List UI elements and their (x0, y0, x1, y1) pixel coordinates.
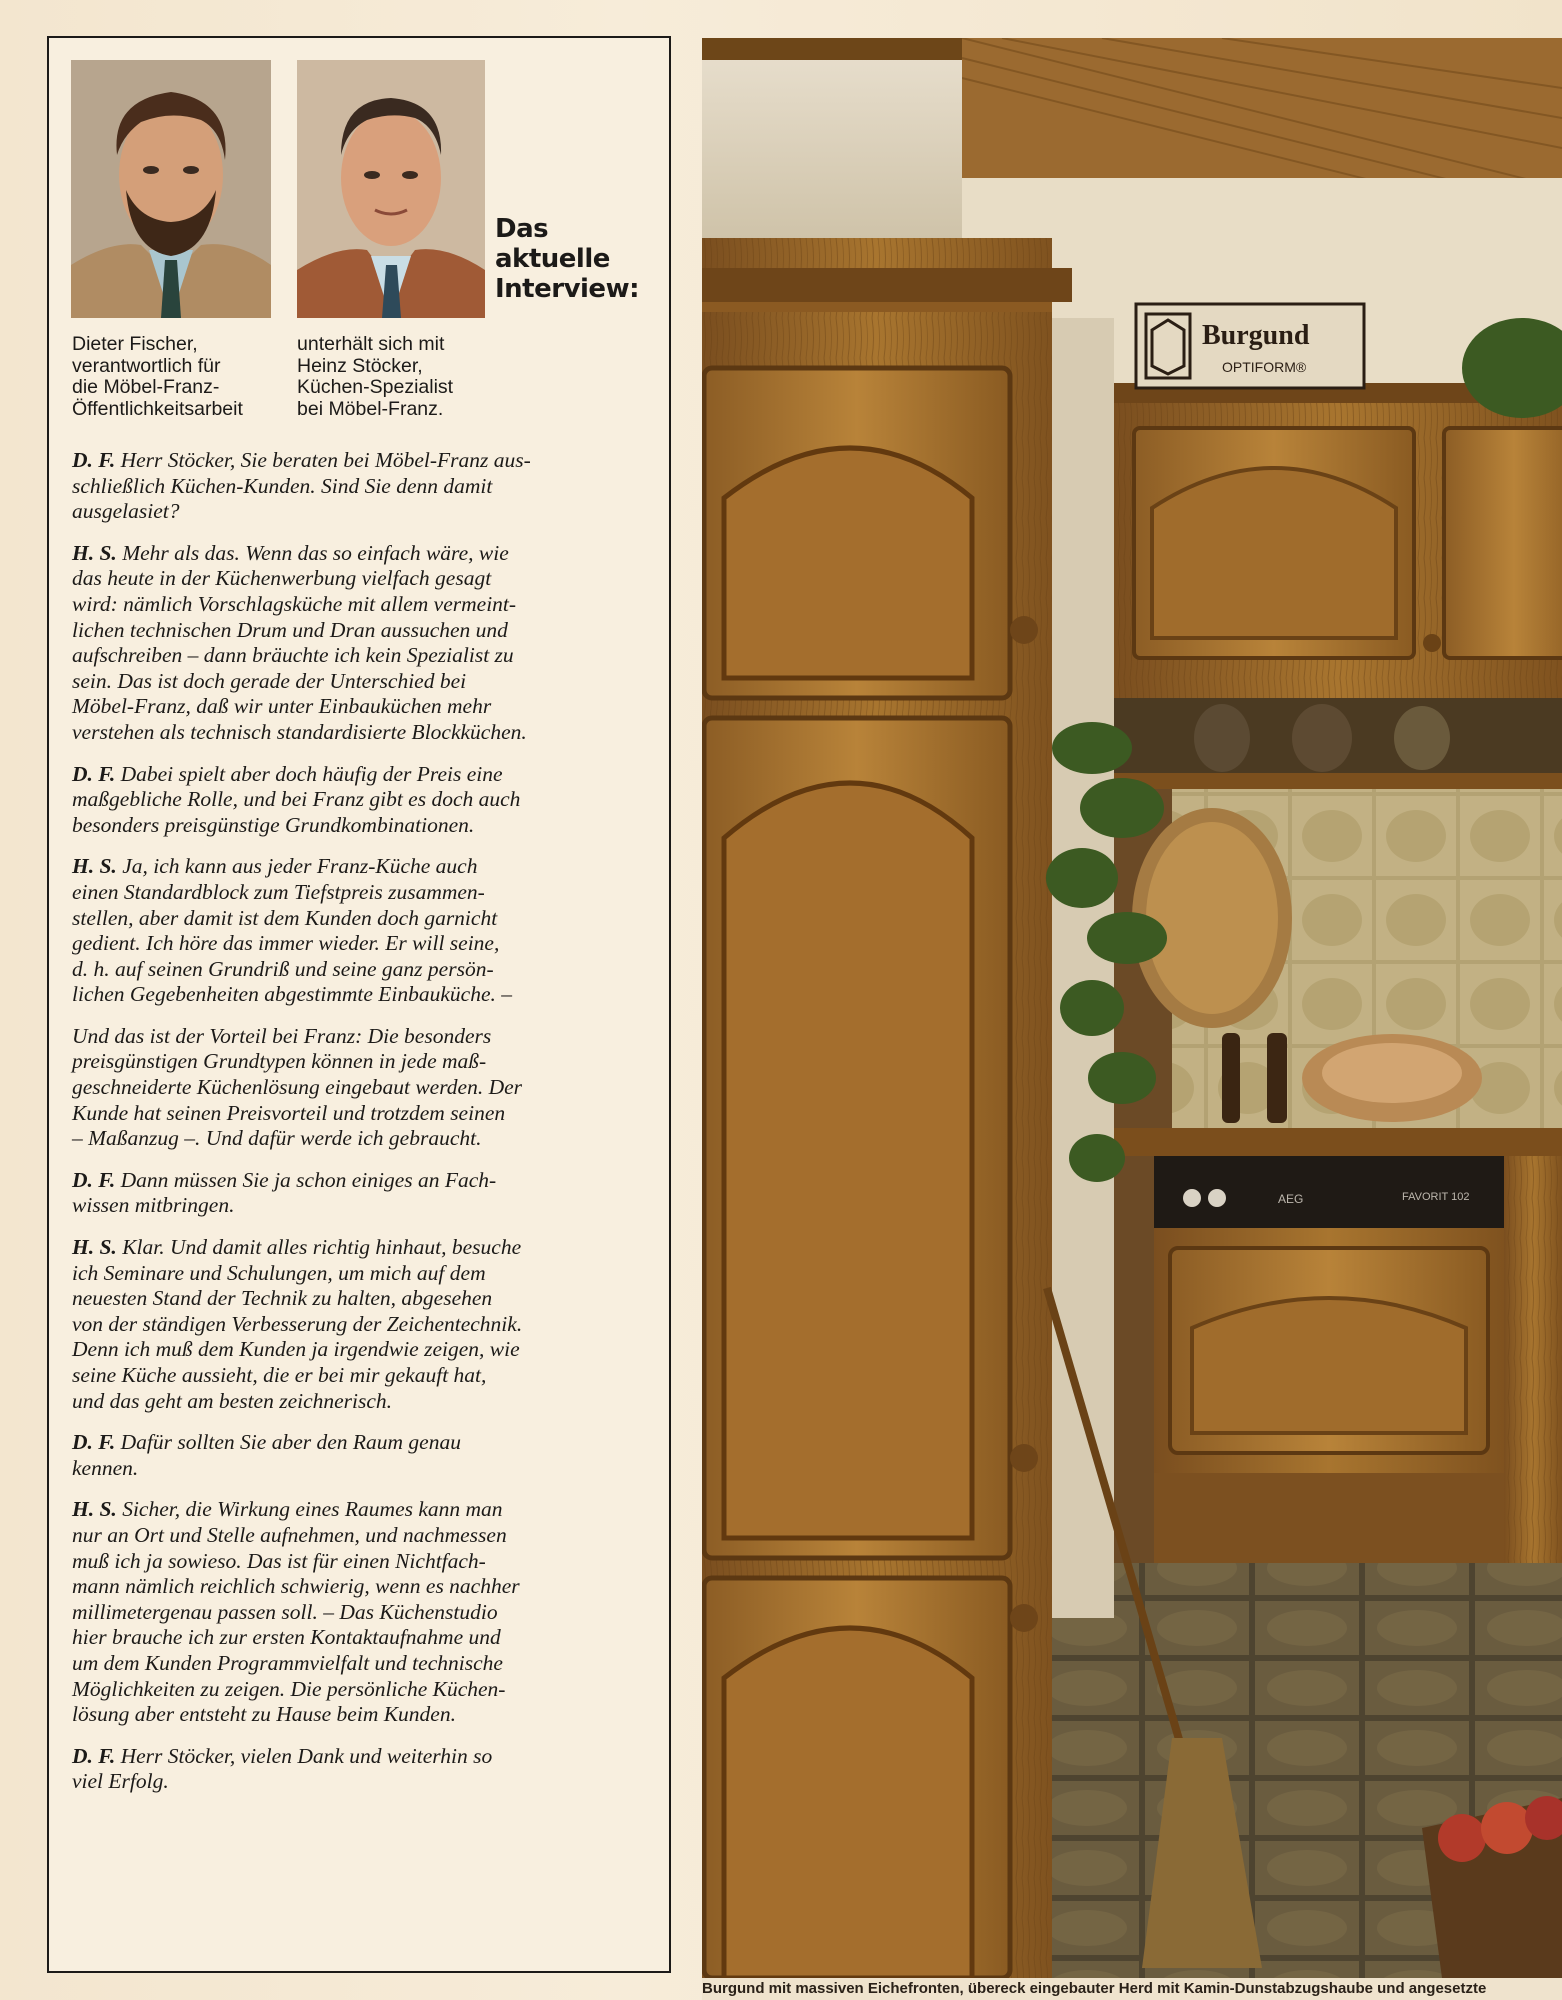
interview-line (72, 669, 662, 695)
interview-paragraph (72, 1430, 662, 1481)
interview-line (72, 1456, 662, 1482)
interview-line (72, 474, 662, 500)
headline-line: aktuelle (495, 244, 610, 274)
interview-line-text: Herr Stöcker, vielen Dank und weiterhin so (120, 1743, 493, 1768)
interview-line-text: Herr Stöcker, Sie beraten bei Möbel-Franz aus- (120, 448, 531, 472)
interview-line (72, 1261, 662, 1287)
interview-line-text: Klar. Und damit alles richtig hinhaut, besuche (122, 1235, 522, 1260)
interview-paragraph (72, 1744, 662, 1795)
headline-line: Das (495, 214, 549, 244)
interview-line-text: nur an Ort und Stelle aufnehmen, und nachmessen (72, 1522, 507, 1547)
interview-line-text: Mehr als das. Wenn das so einfach wäre, wie (122, 540, 509, 565)
interview-line-text: viel Erfolg. (72, 1769, 169, 1794)
interview-line (72, 694, 662, 720)
caption-heinz-stoecker (297, 334, 453, 420)
interview-line (72, 1024, 662, 1050)
interview-line-text: Dann müssen Sie ja schon einiges an Fach- (120, 1167, 497, 1192)
speaker-initials: D. F. (72, 1430, 116, 1455)
interview-line-text: sein. Das ist doch gerade der Unterschied bei (72, 668, 467, 693)
interview-line (72, 1523, 662, 1549)
oven-brand-label: AEG (1278, 1192, 1304, 1206)
caption-line: bei Möbel-Franz. (297, 397, 444, 420)
interview-paragraph (72, 541, 662, 746)
interview-line-text: einen Standardblock zum Tiefstpreis zusammen- (72, 879, 485, 904)
interview-line-text: maßgebliche Rolle, und bei Franz gibt es doch auch (72, 787, 521, 812)
interview-line-text: von der ständigen Verbesserung der Zeichentechnik. (72, 1311, 523, 1336)
caption-line: Heinz Stöcker, (297, 354, 423, 377)
interview-line-text: stellen, aber damit ist dem Kunden doch garnicht (72, 905, 498, 930)
interview-line (72, 1286, 662, 1312)
kitchen-photo (702, 38, 1562, 1978)
portrait-heinz-stoecker (297, 60, 485, 318)
interview-line-text: Ja, ich kann aus jeder Franz-Küche auch (122, 854, 478, 879)
interview-line-text: Sicher, die Wirkung eines Raumes kann man (122, 1497, 503, 1522)
speaker-initials: D. F. (72, 1743, 116, 1768)
interview-line-text: hier brauche ich zur ersten Kontaktaufnahme und (72, 1625, 501, 1650)
interview-line (72, 1549, 662, 1575)
interview-line-text: ich Seminare und Schulungen, um mich auf dem (72, 1260, 486, 1285)
interview-headline (495, 214, 665, 304)
interview-line-text: d. h. auf seinen Grundriß und seine ganz persön- (72, 956, 494, 981)
interview-line (72, 448, 662, 474)
speaker-initials: D. F. (72, 761, 116, 786)
interview-line-text: lichen technischen Drum und Dran aussuchen und (72, 617, 508, 642)
logo-brand-text: Burgund (1202, 320, 1310, 351)
burgund-optiform-logo (1136, 304, 1364, 388)
interview-paragraph (72, 448, 662, 525)
interview-line-text: Möglichkeiten zu zeigen. Die persönliche Küchen- (72, 1676, 506, 1701)
interview-line (72, 566, 662, 592)
portrait-dieter-fischer (71, 60, 271, 318)
speaker-initials: D. F. (72, 1167, 116, 1192)
interview-line-text: wird: nämlich Vorschlagsküche mit allem vermeint- (72, 591, 517, 616)
interview-line (72, 720, 662, 746)
interview-paragraph (72, 1168, 662, 1219)
interview-line (72, 957, 662, 983)
interview-paragraph (72, 1497, 662, 1727)
interview-line-text: Kunde hat seinen Preisvorteil und trotzdem seinen (72, 1100, 506, 1125)
interview-line-text: gedient. Ich höre das immer wieder. Er will seine, (72, 931, 500, 956)
interview-line (72, 1651, 662, 1677)
interview-paragraph (72, 762, 662, 839)
interview-paragraph (72, 1024, 662, 1152)
interview-line (72, 592, 662, 618)
oven-model-label: FAVORIT 102 (1402, 1191, 1470, 1203)
interview-line-text: seine Küche aussieht, die er bei mir gekauft hat, (72, 1363, 487, 1387)
interview-line (72, 643, 662, 669)
interview-line (72, 762, 662, 788)
interview-line-text: neuesten Stand der Technik zu halten, abgesehen (72, 1286, 493, 1311)
interview-line-text: mann nämlich reichlich schwierig, wenn es nachher (72, 1574, 520, 1599)
interview-line-text: lösung aber entsteht zu Hause beim Kunden. (72, 1702, 456, 1727)
interview-line (72, 1337, 662, 1363)
interview-line (72, 906, 662, 932)
interview-box (47, 36, 671, 1973)
headline-line: Interview: (495, 274, 639, 304)
interview-line (72, 1389, 662, 1415)
interview-line-text: preisgünstigen Grundtypen können in jede maß- (72, 1049, 487, 1074)
interview-line-text: millimetergenau passen soll. – Das Küchenstudio (72, 1599, 498, 1624)
interview-line-text: lichen Gegebenheiten abgestimmte Einbauküche. – (72, 982, 513, 1007)
interview-line (72, 854, 662, 880)
interview-line-text: Dabei spielt aber doch häufig der Preis eine (120, 761, 503, 786)
interview-line-text: Möbel-Franz, daß wir unter Einbauküchen mehr (72, 694, 492, 719)
caption-line: die Möbel-Franz- (72, 376, 220, 398)
interview-line (72, 1574, 662, 1600)
interview-line (72, 541, 662, 567)
caption-line: Öffentlichkeitsarbeit (72, 397, 243, 420)
interview-line (72, 499, 662, 525)
speaker-initials: H. S. (72, 540, 117, 565)
caption-line: unterhält sich mit (297, 333, 445, 355)
interview-line-text: ausgelasiet? (72, 499, 180, 524)
interview-paragraph (72, 854, 662, 1008)
interview-line-text: und das geht am besten zeichnerisch. (72, 1388, 393, 1413)
interview-line (72, 1600, 662, 1626)
interview-line (72, 1126, 662, 1152)
interview-line-text: kennen. (72, 1455, 139, 1480)
interview-line (72, 1193, 662, 1219)
interview-line-text: – Maßanzug –. Und dafür werde ich gebraucht. (72, 1126, 482, 1151)
interview-line (72, 618, 662, 644)
interview-line-text: das heute in der Küchenwerbung vielfach gesagt (72, 566, 492, 591)
interview-line-text: Denn ich muß dem Kunden ja irgendwie zeigen, wie (72, 1337, 520, 1362)
interview-line (72, 1235, 662, 1261)
interview-line-text: verstehen als technisch standardisierte Blockküchen. (72, 719, 527, 744)
interview-line-text: geschneiderte Küchenlösung eingebaut werden. Der (72, 1075, 522, 1100)
speaker-initials: H. S. (72, 854, 117, 879)
caption-line: Küchen-Spezialist (297, 376, 454, 398)
interview-line (72, 1075, 662, 1101)
interview-line (72, 931, 662, 957)
speaker-initials: D. F. (72, 448, 116, 472)
photo-caption: Burgund mit massiven Eichefronten, übereck eingebauter Herd mit Kamin-Dunstabzugshaube und angesetzte (702, 1978, 1562, 2000)
interview-line (72, 1744, 662, 1770)
interview-line-text: um dem Kunden Programmvielfalt und technische (72, 1650, 503, 1675)
interview-line (72, 1677, 662, 1703)
caption-line: verantwortlich für (72, 354, 221, 377)
interview-line (72, 1625, 662, 1651)
interview-text (72, 448, 662, 1811)
interview-line (72, 1702, 662, 1728)
interview-line-text: Dafür sollten Sie aber den Raum genau (120, 1430, 461, 1455)
interview-line (72, 1497, 662, 1523)
speaker-initials: H. S. (72, 1497, 117, 1522)
interview-line (72, 787, 662, 813)
interview-line (72, 1101, 662, 1127)
interview-line-text: aufschreiben – dann bräuchte ich kein Spezialist zu (72, 643, 514, 668)
interview-line-text: besonders preisgünstige Grundkombinationen. (72, 812, 475, 837)
logo-sub-text: OPTIFORM® (1222, 359, 1307, 375)
caption-line: Dieter Fischer, (72, 333, 198, 355)
interview-line-text: muß ich ja sowieso. Das ist für einen Nichtfach- (72, 1548, 486, 1573)
interview-line-text: Und das ist der Vorteil bei Franz: Die besonders (72, 1023, 492, 1048)
interview-paragraph (72, 1235, 662, 1414)
interview-line-text: schließlich Küchen-Kunden. Sind Sie denn damit (72, 473, 493, 498)
interview-line (72, 982, 662, 1008)
interview-line (72, 1312, 662, 1338)
interview-line (72, 1430, 662, 1456)
interview-line (72, 1769, 662, 1795)
interview-line-text: wissen mitbringen. (72, 1193, 235, 1218)
interview-line (72, 1363, 662, 1389)
interview-line (72, 1049, 662, 1075)
interview-line (72, 813, 662, 839)
caption-dieter-fischer (72, 334, 243, 420)
interview-line (72, 880, 662, 906)
speaker-initials: H. S. (72, 1235, 117, 1260)
interview-line (72, 1168, 662, 1194)
